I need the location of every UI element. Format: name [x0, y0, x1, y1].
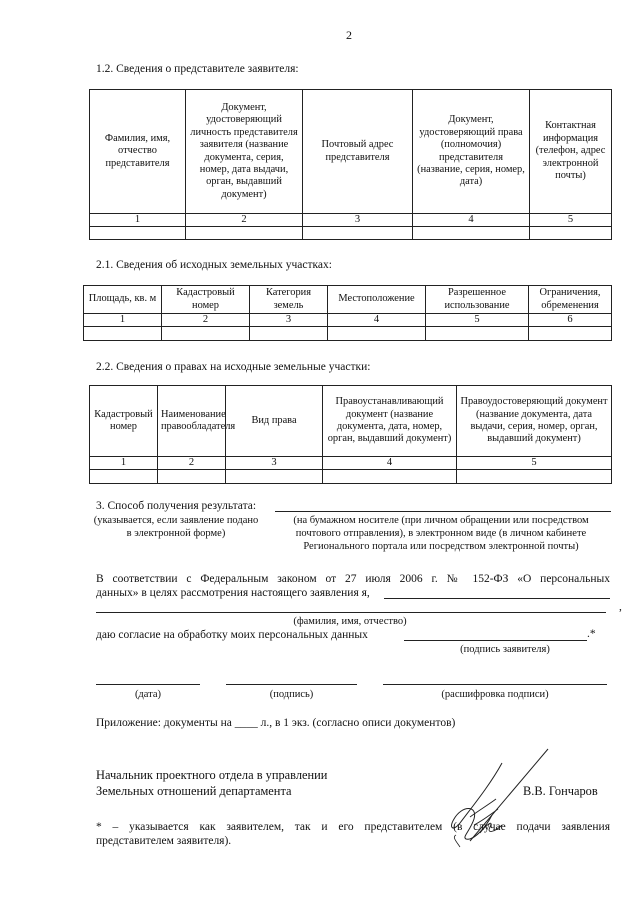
land-plots-table [83, 285, 612, 341]
table-header-cell: Фамилия, имя, отчество представителя [90, 90, 186, 214]
column-number: 6 [529, 314, 612, 327]
empty-cell [328, 327, 426, 341]
empty-cell [84, 327, 162, 341]
date-line [96, 684, 200, 685]
page-number: 2 [346, 28, 352, 42]
decode-line [383, 684, 607, 685]
table-header-cell: Вид права [226, 386, 323, 457]
section-2-1-title: 2.1. Сведения об исходных земельных участках: [96, 259, 332, 271]
column-number: 3 [303, 214, 413, 227]
table-header-cell: Кадастровый номер [162, 286, 250, 314]
column-number: 1 [90, 457, 158, 470]
table-header-cell: Документ, удостоверяющий права (полномочия) представителя (название, серия, номер, дата) [413, 90, 530, 214]
table-header-cell: Местоположение [328, 286, 426, 314]
column-number: 3 [250, 314, 328, 327]
table-header-cell: Документ, удостоверяющий личность представителя заявителя (название документа, серия, номер, дата выдачи, орган, выдавший документ) [186, 90, 303, 214]
applicant-signature-caption: (подпись заявителя) [460, 644, 550, 655]
signature-line [226, 684, 357, 685]
official-name: В.В. Гончаров [523, 784, 598, 798]
comma-mark: , [619, 601, 622, 613]
column-number: 3 [226, 457, 323, 470]
empty-cell [90, 470, 158, 484]
column-number: 2 [158, 457, 226, 470]
empty-cell [250, 327, 328, 341]
empty-cell [90, 227, 186, 240]
date-caption: (дата) [134, 689, 162, 700]
result-method-note: (на бумажном носителе (при личном обращении или посредством почтового отправления), в электронном виде (в личном кабинете Регионального портала или посредством электронной почты) [293, 515, 589, 552]
column-number: 2 [162, 314, 250, 327]
empty-cell [529, 327, 612, 341]
section-1-2-title: 1.2. Сведения о представителе заявителя: [96, 63, 299, 75]
attachment-text: Приложение: документы на ____ л., в 1 экз. (согласно описи документов) [96, 717, 456, 729]
electronic-note: (указывается, если заявление подано в электронной форме) [93, 515, 259, 539]
result-method-line [275, 511, 611, 512]
empty-cell [158, 470, 226, 484]
applicant-name-line-2 [96, 612, 606, 613]
column-number: 5 [530, 214, 612, 227]
applicant-name-line-1 [384, 598, 610, 599]
table-header-cell: Категория земель [250, 286, 328, 314]
table-header-cell: Наименование правообладателя [158, 386, 226, 457]
table-header-cell: Ограничения, обременения [529, 286, 612, 314]
column-number: 1 [84, 314, 162, 327]
column-number: 2 [186, 214, 303, 227]
consent-paragraph-line2: данных» в целях рассмотрения настоящего заявления я, [96, 587, 370, 599]
consent-paragraph-line1: В соответствии с Федеральным законом от 27 июля 2006 г. № 152-ФЗ «О персональных [96, 573, 610, 585]
column-number: 1 [90, 214, 186, 227]
empty-cell [457, 470, 612, 484]
consent-agree-text: даю согласие на обработку моих персональных данных [96, 629, 368, 641]
table-header-cell: Почтовый адрес представителя [303, 90, 413, 214]
table-header-cell: Контактная информация (телефон, адрес электронной почты) [530, 90, 612, 214]
footnote-line2: представителем заявителя). [96, 835, 232, 847]
rights-table [89, 385, 612, 484]
decode-caption: (расшифровка подписи) [441, 689, 549, 700]
empty-cell [162, 327, 250, 341]
official-signature [430, 745, 560, 850]
table-header-cell: Кадастровый номер [90, 386, 158, 457]
signature-caption: (подпись) [269, 689, 314, 700]
footnote-line1: * – указывается как заявителем, так и его представителем (в случае подачи заявления [96, 821, 610, 833]
column-number: 5 [426, 314, 529, 327]
empty-cell [413, 227, 530, 240]
table-header-cell: Площадь, кв. м [84, 286, 162, 314]
empty-cell [426, 327, 529, 341]
column-number: 4 [323, 457, 457, 470]
section-2-2-title: 2.2. Сведения о правах на исходные земельные участки: [96, 361, 371, 373]
asterisk-mark: .* [587, 628, 596, 640]
column-number: 5 [457, 457, 612, 470]
representative-table [89, 89, 612, 240]
table-header-cell: Правоудостоверяющий документ (название документа, дата выдачи, серия, номер, орган, выдавший документ) [457, 386, 612, 457]
empty-cell [186, 227, 303, 240]
official-title-line1: Начальник проектного отдела в управлении [96, 768, 328, 782]
empty-cell [303, 227, 413, 240]
section-3-title: 3. Способ получения результата: [96, 500, 257, 512]
column-number: 4 [413, 214, 530, 227]
official-title-line2: Земельных отношений департамента [96, 784, 292, 798]
empty-cell [226, 470, 323, 484]
column-number: 4 [328, 314, 426, 327]
empty-cell [530, 227, 612, 240]
table-header-cell: Правоустанавливающий документ (название документа, дата, номер, орган, выдавший документ) [323, 386, 457, 457]
empty-cell [323, 470, 457, 484]
applicant-signature-line [404, 640, 587, 641]
fio-caption: (фамилия, имя, отчество) [293, 616, 407, 627]
table-header-cell: Разрешенное использование [426, 286, 529, 314]
